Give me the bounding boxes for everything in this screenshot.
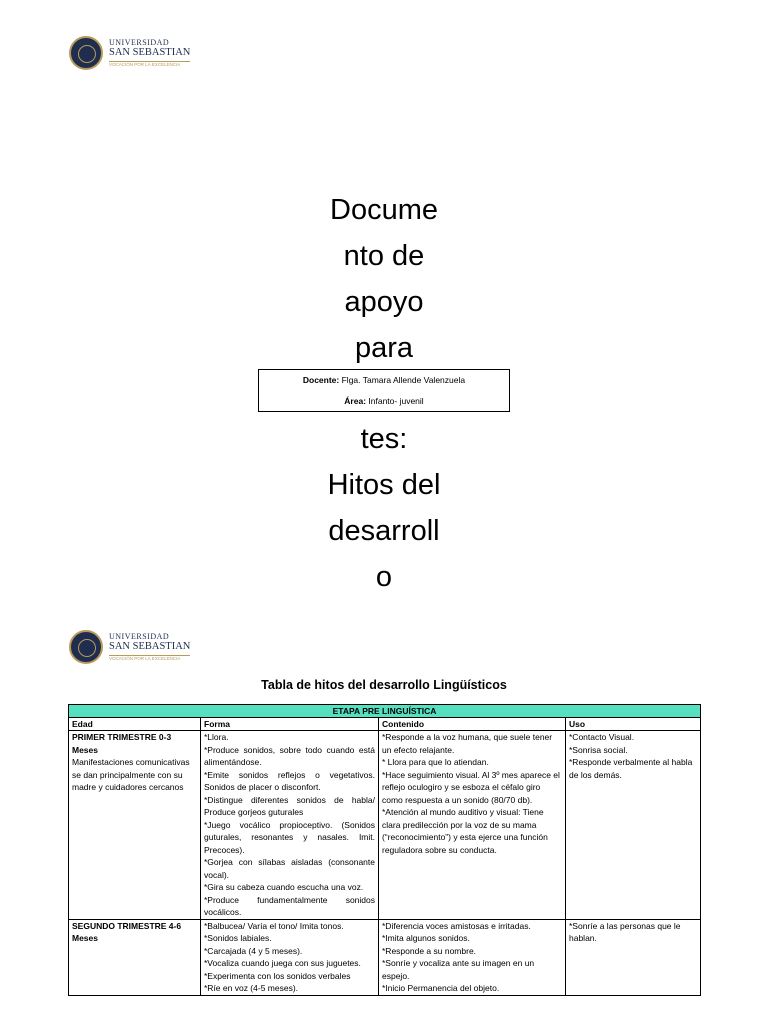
cover-title-line: nto de [343,240,425,272]
contenido-item: *Responde a su nombre. [382,945,477,956]
university-logo-page2 [69,630,190,664]
logo-line2: SAN SEBASTIAN [109,641,191,652]
logo-tagline: VOCACIÓN POR LA EXCELENCIA [109,655,190,662]
column-header: Forma [201,718,379,731]
forma-item: *Experimenta con los sonidos verbales [204,970,351,981]
cover-title-line: Docume [330,194,438,226]
info-box [258,369,510,412]
uso-item: *Contacto Visual. [569,732,635,742]
forma-item: *Vocaliza cuando juega con sus juguetes. [204,958,361,968]
forma-item: *Gira su cabeza cuando escucha una voz. [204,882,364,892]
contenido-item: *Imita algunos sonidos. [382,933,470,943]
contenido-item: *Inicio Permanencia del objeto. [382,983,500,993]
forma-cell [201,919,379,995]
forma-item: *Llora. [204,732,229,742]
forma-item: *Balbucea/ Varía el tono/ Imita tonos. [204,920,344,931]
logo-line1: UNIVERSIDAD [109,632,170,641]
contenido-item: *Responde a la voz humana, que suele tener un efecto relajante. [382,732,553,755]
contenido-item: *Sonríe y vocaliza ante su imagen en un espejo. [382,958,535,981]
cover-title-line: tes: [360,423,408,455]
stage-header: ETAPA PRE LINGUÍSTICA [69,705,701,718]
cover-title-line: apoyo [344,286,424,318]
university-seal-icon [69,630,103,664]
forma-item: *Juego vocálico propioceptivo. (Sonidos guturales, resonantes y nasales. Imit. Precoces). [204,819,375,855]
uso-item: *Responde verbalmente al habla de los demás. [569,757,693,780]
edad-cell [69,731,201,920]
docente-row [259,370,509,391]
uso-item: *Sonríe a las personas que le hablan. [569,920,681,943]
area-value: Infanto- juvenil [366,396,424,406]
table-row [69,731,701,920]
table-row [69,919,701,995]
cover-title-line: desarroll [328,515,440,547]
uso-cell [566,919,701,995]
university-seal-icon [69,36,103,70]
area-row [259,391,509,412]
contenido-item: *Hace seguimiento visual. Al 3º mes aparece el reflejo oculogiro y se esboza el céfalo giro como respuesta a un sonido (80/70 db). [382,769,560,805]
forma-item: *Carcajada (4 y 5 meses). [204,945,303,956]
forma-item: *Emite sonidos reflejos o vegetativos. Sonidos de placer o disconfort. [204,769,375,792]
edad-desc: Manifestaciones comunicativas se dan principalmente con su madre y cuidadores cercanos [72,757,190,792]
forma-item: *Distingue diferentes sonidos de habla/ Produce gorjeos guturales [204,794,375,817]
university-logo [69,36,190,70]
cover-title-line: Hitos del [327,469,441,501]
edad-title: PRIMER TRIMESTRE 0-3 Meses [72,732,172,755]
edad-title: SEGUNDO TRIMESTRE 4-6 Meses [72,920,182,943]
logo-tagline: VOCACIÓN POR LA EXCELENCIA [109,61,190,68]
uso-item: *Sonrisa social. [569,744,628,755]
area-label: Área: [344,396,367,406]
contenido-cell [379,731,566,920]
column-header: Contenido [379,718,566,731]
milestones-table [68,704,701,996]
table-title: Tabla de hitos del desarrollo Lingüísticos [261,678,507,692]
forma-item: *Gorjea con sílabas aisladas (consonante vocal). [204,857,375,880]
forma-item: *Sonidos labiales. [204,933,272,943]
contenido-item: *Diferencia voces amistosas e irritadas. [382,920,531,931]
contenido-item: *Atención al mundo auditivo y visual: Tiene clara predilección por la voz de su mama (“reconocimiento”) y esta ejerce una función reguladora sobre su conducta. [382,807,548,855]
contenido-cell [379,919,566,995]
column-header: Uso [566,718,701,731]
contenido-item: * Llora para que lo atiendan. [382,757,489,767]
cover-title-upper [270,187,498,371]
cover-title-lower [270,416,498,600]
forma-item: *Produce fundamentalmente sonidos vocálicos. [204,894,375,917]
cover-title-line: o [375,561,393,593]
cover-title-line: para [354,332,414,364]
docente-value: Flga. Tamara Allende Valenzuela [339,375,466,385]
edad-cell [69,919,201,995]
logo-line1: UNIVERSIDAD [109,38,170,47]
logo-line2: SAN SEBASTIAN [109,47,191,58]
uso-cell [566,731,701,920]
forma-item: *Produce sonidos, sobre todo cuando está alimentándose. [204,744,375,767]
forma-cell [201,731,379,920]
docente-label: Docente: [302,375,340,385]
forma-item: *Ríe en voz (4-5 meses). [204,983,299,993]
column-header: Edad [69,718,201,731]
